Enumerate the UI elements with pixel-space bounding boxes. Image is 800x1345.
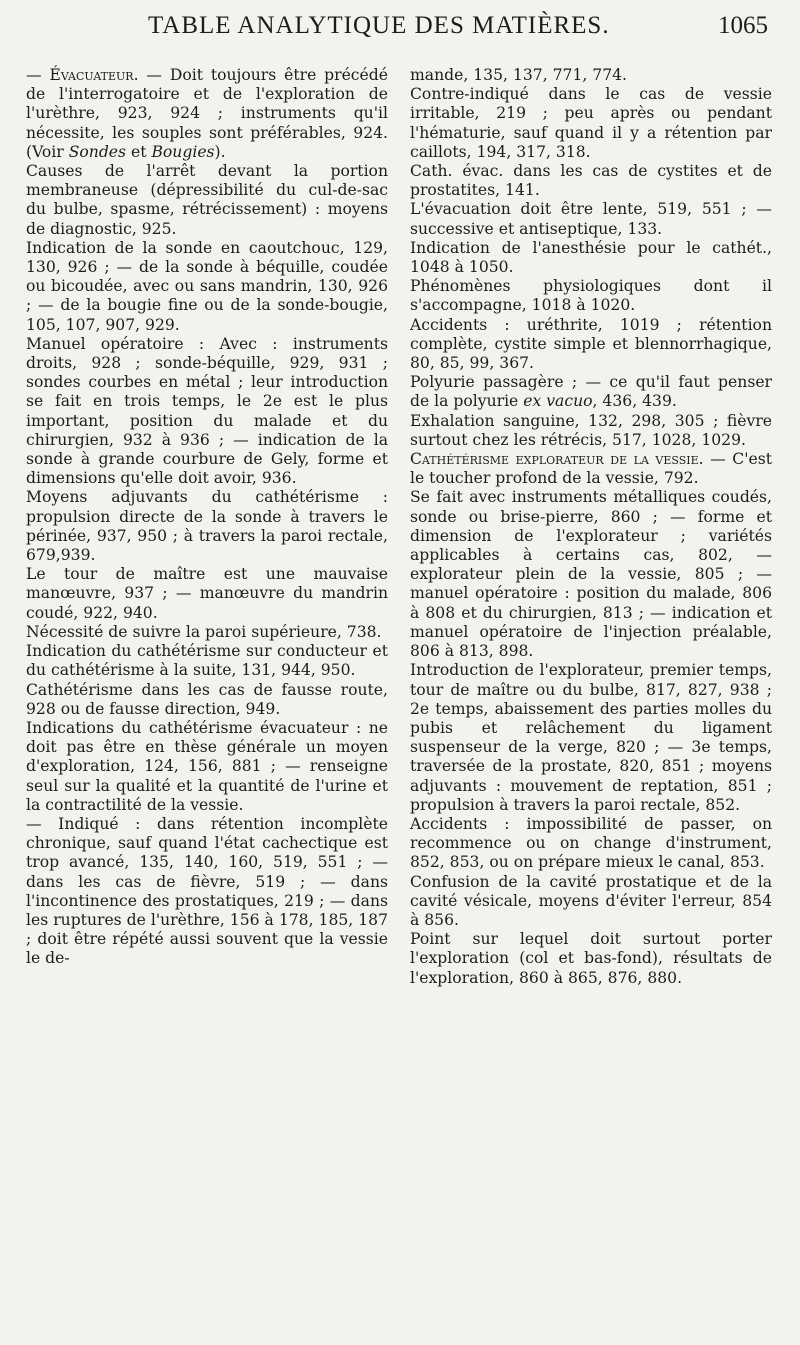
index-entry: mande, 135, 137, 771, 774. [410,66,628,84]
index-entry: Point sur lequel doit surtout porter l'exploration (col et bas-fond), résultats de l'exploration, 860 à 865, 876, 880. [410,930,772,987]
index-entry-polyurie: Polyurie passagère ; — ce qu'il faut penser de la polyurie ex vacuo, 436, 439. [410,373,772,411]
index-entry-catheterisme-explorateur: Cathétérisme explorateur de la vessie. — C'est le toucher profond de la vessie, 792. [410,450,772,488]
index-entry: Indication de l'anesthésie pour le cathét., 1048 à 1050. [410,238,772,277]
index-entry: Nécessité de suivre la paroi supérieure, 738. [26,622,382,641]
index-entry: Se fait avec instruments métalliques coudés, sonde ou brise-pierre, 860 ; — forme et dimension de l'explorateur ; variétés applicables à certains cas, 802, — explorateur plein de la vessie, 805 ; — manuel opératoire : position du malade, 806 à 808 et du chirurgien, 813 ; — indication et manuel opératoire de l'injection préalable, 806 à 813, 898. [410,488,772,661]
running-title: TABLE ANALYTIQUE DES MATIÈRES. [148,12,610,39]
index-entry: Cath. évac. dans les cas de cystites et de prostatites, 141. [410,162,772,200]
index-entry: Indication du cathétérisme sur conducteur et du cathétérisme à la suite, 131, 944, 950. [26,642,388,680]
right-column [410,66,772,988]
index-entry: Indication de la sonde en caoutchouc, 129, 130, 926 ; — de la sonde à béquille, coudée ou bicoudée, avec ou sans mandrin, 130, 926 ; — de la bougie fine ou de la sonde-bougie, 105, 107, 907, 929. [26,238,388,334]
index-entry: Accidents : uréthrite, 1019 ; rétention complète, cystite simple et blennorrhagique, 80, 85, 99, 367. [410,315,772,373]
index-entry: Moyens adjuvants du cathétérisme : propulsion directe de la sonde à travers le périnée, 937, 950 ; à travers la paroi rectale, 679,939. [26,488,388,565]
index-entry: Exhalation sanguine, 132, 298, 305 ; fièvre surtout chez les rétrécis, 517, 1028, 1029. [410,411,772,449]
index-entry: Causes de l'arrêt devant la portion membraneuse (dépressibilité du cul-de-sac du bulbe, spasme, rétrécissement) : moyens de diagnostic, 925. [26,162,388,238]
left-column [26,66,388,969]
index-entry: Confusion de la cavité prostatique et de la cavité vésicale, moyens d'éviter l'erreur, 854 à 856. [410,872,772,929]
index-entry: Contre-indiqué dans le cas de vessie irritable, 219 ; peu après ou pendant l'hématurie, sauf quand il y a rétention par caillots, 194, 317, 318. [410,85,772,161]
index-entry: Cathétérisme dans les cas de fausse route, 928 ou de fausse direction, 949. [26,680,388,718]
page-number: 1065 [718,12,768,39]
index-entry: Accidents : impossibilité de passer, on recommence ou on change d'instrument, 852, 853, ou on prépare mieux le canal, 853. [410,814,772,872]
index-entry: L'évacuation doit être lente, 519, 551 ; — successive et antiseptique, 133. [410,200,772,238]
index-entry: Phénomènes physiologiques dont il s'accompagne, 1018 à 1020. [410,277,772,315]
index-entry-evacuateur: — Évacuateur. — Doit toujours être précédé de l'interrogatoire et de l'exploration de l'urèthre, 923, 924 ; instruments qu'il nécessite, les souples sont préférables, 924. (Voir Sondes et Bougies). [26,66,388,161]
index-entry: Introduction de l'explorateur, premier temps, tour de maître ou du bulbe, 817, 827, 938 ; 2e temps, abaissement des parties molles du pubis et relâchement du ligament suspenseur de la verge, 820 ; — 3e temps, traversée de la prostate, 820, 851 ; moyens adjuvants : mouvement de reptation, 851 ; propulsion à travers la paroi rectale, 852. [410,661,772,814]
index-entry: Manuel opératoire : Avec : instruments droits, 928 ; sonde-béquille, 929, 931 ; sondes courbes en métal ; leur introduction se fait en trois temps, le 2e est le plus important, position du malade et du chirurgien, 932 à 936 ; — indication de la sonde à grande courbure de Gely, forme et dimensions qu'elle doit avoir, 936. [26,334,388,488]
index-entry: Indications du cathétérisme évacuateur : ne doit pas être en thèse générale un moyen d'exploration, 124, 156, 881 ; — renseigne seul sur la qualité et la quantité de l'urine et la contractilité de la vessie. [26,718,388,814]
page-header [0,10,800,54]
index-entry: — Indiqué : dans rétention incomplète chronique, sauf quand l'état cachectique est trop avancé, 135, 140, 160, 519, 551 ; — dans les cas de fièvre, 519 ; — dans l'incontinence des prostatiques, 219 ; — dans les ruptures de l'urèthre, 156 à 178, 185, 187 ; doit être répété aussi souvent que la vessie le de- [26,814,388,968]
index-entry: Le tour de maître est une mauvaise manœuvre, 937 ; — manœuvre du mandrin coudé, 922, 940. [26,565,388,622]
